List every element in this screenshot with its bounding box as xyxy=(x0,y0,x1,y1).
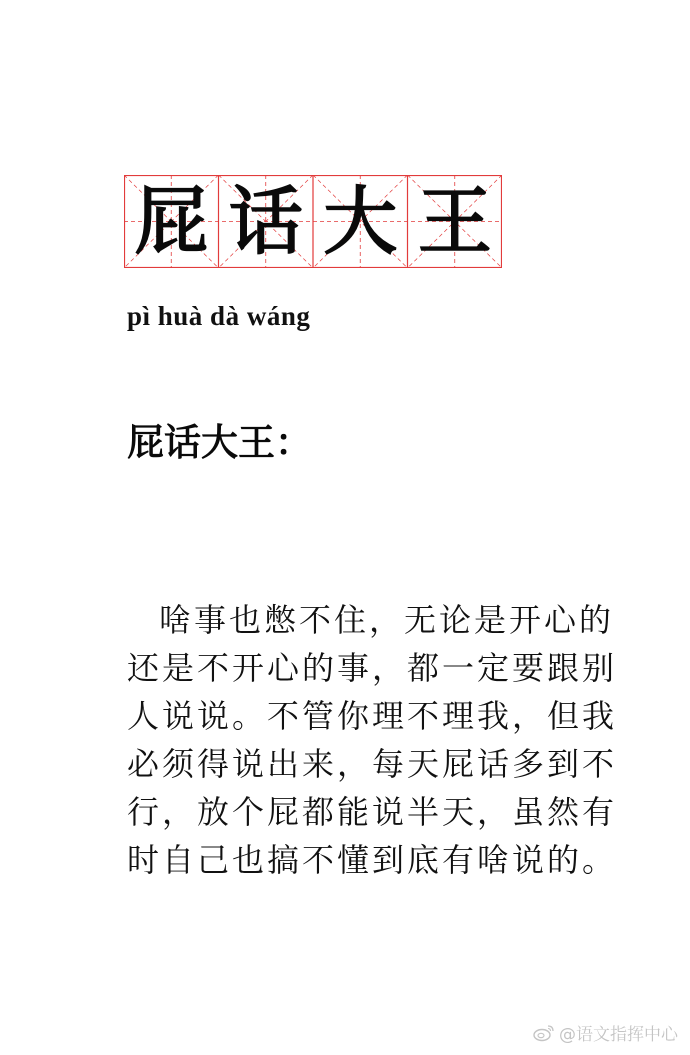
watermark-text: @语文指挥中心 xyxy=(559,1025,678,1045)
definition-line: 人说说。不管你理不理我，但我 xyxy=(127,697,618,735)
page-title xyxy=(124,175,502,268)
title-grid xyxy=(124,175,502,268)
weibo-icon xyxy=(533,1024,555,1042)
pinyin: pì huà dà wáng xyxy=(127,301,311,331)
definition-paragraph xyxy=(127,596,618,884)
definition-line: 必须得说出来，每天屁话多到不 xyxy=(127,745,618,783)
definition-line: 啥事也憋不住，无论是开心的 xyxy=(159,601,615,639)
definition-line: 时自己也搞不懂到底有啥说的。 xyxy=(127,841,618,879)
definition-line: 行，放个屁都能说半天，虽然有 xyxy=(127,793,618,831)
title-char: 屁 xyxy=(134,178,209,265)
title-char: 王 xyxy=(417,178,492,265)
title-char: 大 xyxy=(323,178,398,265)
definition-heading: 屁话大王： xyxy=(127,421,312,464)
definition-line: 还是不开心的事，都一定要跟别 xyxy=(127,649,618,687)
title-char: 话 xyxy=(228,178,303,265)
watermark xyxy=(533,1020,678,1045)
